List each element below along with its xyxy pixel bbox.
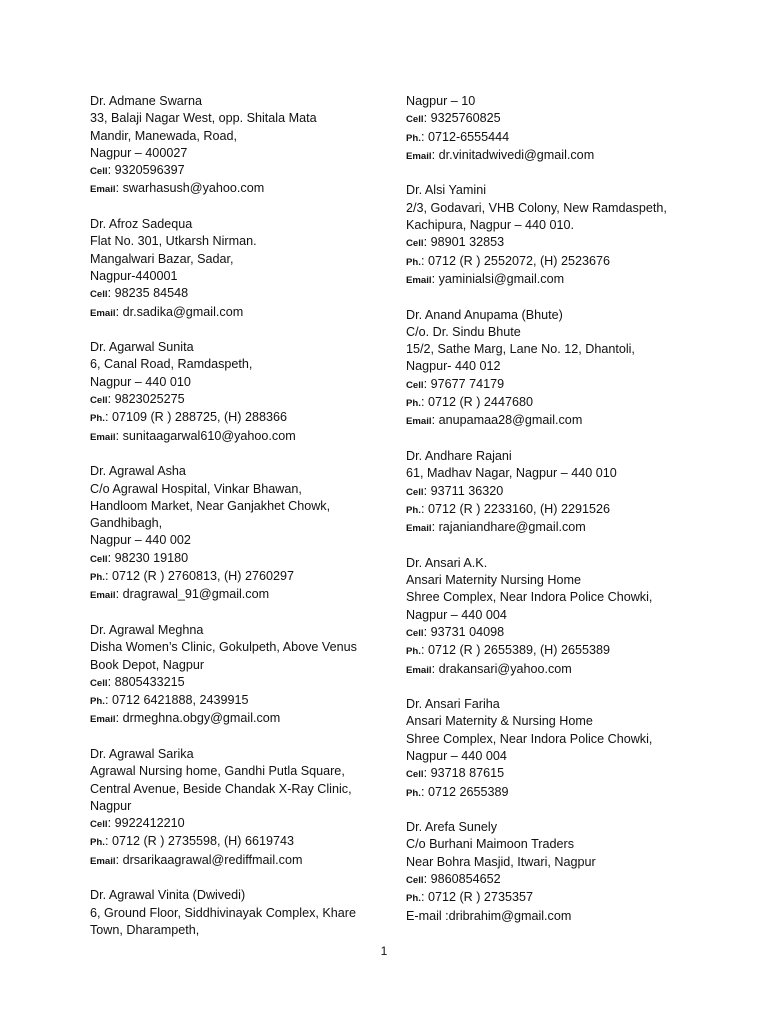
field-separator: : <box>423 624 431 639</box>
field-label: Cell <box>90 289 108 301</box>
field-label: Cell <box>90 553 108 565</box>
field-value: 97677 74179 <box>430 376 505 391</box>
field-separator: : <box>115 587 123 602</box>
address-line: Nagpur – 440 004 <box>406 748 507 763</box>
field-value: 0712-6555444 <box>427 129 510 144</box>
address-line: Ansari Maternity & Nursing Home <box>406 714 593 729</box>
field-separator: : <box>423 483 431 498</box>
field-label: Cell <box>90 395 108 407</box>
field-label: Cell <box>90 166 108 178</box>
field-label: Cell <box>406 769 424 781</box>
field-value: 9325760825 <box>430 111 501 126</box>
entry-line-first: Dr. Agrawal Vinita (Dwivedi) <box>90 888 246 903</box>
contact-line <box>406 624 746 642</box>
field-value: 9860854652 <box>430 872 501 887</box>
field-value: 9823025275 <box>114 392 185 407</box>
address-line: Nagpur – 440 004 <box>406 607 507 622</box>
field-value: swarhasush@yahoo.com <box>122 181 265 196</box>
field-value: 07109 (R ) 288725, (H) 288366 <box>111 410 287 425</box>
field-value: yaminialsi@gmail.com <box>438 271 565 286</box>
contact-line <box>406 129 746 147</box>
field-value: dragrawal_91@gmail.com <box>122 587 270 602</box>
entry-line-first: Dr. Anand Anupama (Bhute) <box>406 307 563 322</box>
field-separator: : <box>104 693 112 708</box>
field-value: 0712 (R ) 2760813, (H) 2760297 <box>111 569 294 584</box>
contact-line <box>406 765 746 783</box>
field-value: drmeghna.obgy@gmail.com <box>122 711 281 726</box>
contact-line <box>406 501 746 519</box>
directory-entry <box>406 307 746 431</box>
contact-line <box>406 147 746 165</box>
entry-line-first: Dr. Andhare Rajani <box>406 448 512 463</box>
entry-line-first: Dr. Agrawal Sarika <box>90 746 194 761</box>
field-label: Ph. <box>406 256 421 268</box>
address-line: Shree Complex, Near Indora Police Chowki, <box>406 731 653 746</box>
field-label: Ph. <box>406 504 421 516</box>
address-line: C/o Burhani Maimoon Traders <box>406 837 574 852</box>
contact-line <box>406 519 746 537</box>
field-value: 9320596397 <box>114 163 185 178</box>
field-label: Email <box>90 431 116 443</box>
field-label: Ph. <box>90 572 105 584</box>
field-separator: : <box>431 271 439 286</box>
field-separator: : <box>423 111 431 126</box>
contact-line <box>90 428 390 446</box>
field-label: Cell <box>406 486 424 498</box>
field-value: anupamaa28@gmail.com <box>438 413 583 428</box>
field-separator: : <box>104 410 112 425</box>
directory-entry <box>90 216 390 322</box>
field-label: Cell <box>406 627 424 639</box>
field-value: 9922412210 <box>114 816 185 831</box>
address-line: Nagpur – 440 010 <box>90 374 191 389</box>
field-label: Cell <box>406 875 424 887</box>
entry-line-first: Dr. Agrawal Asha <box>90 464 186 479</box>
address-line: Gandhibagh, <box>90 516 163 531</box>
field-value: 93718 87615 <box>430 766 505 781</box>
address-line: 33, Balaji Nagar West, opp. Shitala Mata <box>90 111 317 126</box>
contact-line <box>406 271 746 289</box>
directory-entry <box>406 448 746 537</box>
contact-line <box>406 483 746 501</box>
directory-column-right <box>406 93 746 942</box>
field-separator: : <box>420 501 428 516</box>
field-label: Email <box>406 274 432 286</box>
field-label: Email <box>90 184 116 196</box>
field-value: 8805433215 <box>114 674 185 689</box>
field-label: Email <box>90 307 116 319</box>
field-separator: : <box>420 129 428 144</box>
field-separator: : <box>431 413 439 428</box>
field-separator: : <box>423 872 431 887</box>
contact-line <box>90 852 390 870</box>
contact-line <box>90 674 390 692</box>
contact-line <box>90 815 390 833</box>
directory-entry <box>90 746 390 870</box>
field-value: 93711 36320 <box>430 483 504 498</box>
contact-line <box>90 568 390 586</box>
field-separator: : <box>107 286 115 301</box>
field-separator: : <box>104 569 112 584</box>
field-separator: : <box>107 674 115 689</box>
contact-line <box>406 376 746 394</box>
field-label: Cell <box>406 379 424 391</box>
field-separator: : <box>107 163 115 178</box>
field-separator: : <box>423 376 431 391</box>
address-line: E-mail :dribrahim@gmail.com <box>406 908 572 923</box>
field-separator: : <box>420 395 428 410</box>
address-line: Disha Women’s Clinic, Gokulpeth, Above Venus <box>90 640 357 655</box>
field-value: 98230 19180 <box>114 550 189 565</box>
contact-line <box>406 412 746 430</box>
field-label: Ph. <box>406 787 421 799</box>
contact-line <box>90 692 390 710</box>
contact-line <box>406 394 746 412</box>
contact-line <box>90 162 390 180</box>
field-label: Email <box>406 150 432 162</box>
contact-line <box>90 710 390 728</box>
field-separator: : <box>115 711 123 726</box>
field-label: Cell <box>90 677 108 689</box>
field-value: 98901 32853 <box>430 235 505 250</box>
field-label: Ph. <box>90 413 105 425</box>
address-line: Ansari Maternity Nursing Home <box>406 573 581 588</box>
contact-line <box>90 409 390 427</box>
field-separator: : <box>420 643 428 658</box>
directory-entry <box>406 182 746 289</box>
contact-line <box>406 253 746 271</box>
field-label: Email <box>90 590 116 602</box>
field-separator: : <box>107 392 115 407</box>
entry-line-first: Dr. Ansari A.K. <box>406 555 488 570</box>
address-line: Agrawal Nursing home, Gandhi Putla Square, <box>90 764 345 779</box>
field-value: 0712 6421888, 2439915 <box>111 693 249 708</box>
address-line: Nagpur-440001 <box>90 268 178 283</box>
entry-line-first: Nagpur – 10 <box>406 94 476 108</box>
field-separator: : <box>431 147 439 162</box>
field-value: dr.vinitadwivedi@gmail.com <box>438 147 595 162</box>
field-label: Email <box>90 714 116 726</box>
address-line: C/o Agrawal Hospital, Vinkar Bhawan, <box>90 481 302 496</box>
address-line: Nagpur – 400027 <box>90 145 188 160</box>
contact-line <box>406 889 746 907</box>
field-label: Email <box>406 523 432 535</box>
contact-line <box>90 586 390 604</box>
contact-line <box>90 833 390 851</box>
field-label: Ph. <box>406 398 421 410</box>
field-value: 98235 84548 <box>114 286 189 301</box>
contact-line <box>406 661 746 679</box>
field-separator: : <box>115 428 123 443</box>
directory-entry <box>90 463 390 604</box>
address-line: 6, Canal Road, Ramdaspeth, <box>90 357 253 372</box>
address-line: Central Avenue, Beside Chandak X-Ray Clinic, <box>90 781 352 796</box>
entry-line-first: Dr. Arefa Sunely <box>406 820 498 835</box>
contact-line <box>90 550 390 568</box>
directory-entry <box>406 93 746 165</box>
address-line: Mandir, Manewada, Road, <box>90 128 238 143</box>
contact-line <box>90 304 390 322</box>
field-label: Ph. <box>90 696 105 708</box>
address-line: Near Bohra Masjid, Itwari, Nagpur <box>406 854 596 869</box>
address-line: Flat No. 301, Utkarsh Nirman. <box>90 234 257 249</box>
field-value: dr.sadika@gmail.com <box>122 304 244 319</box>
contact-line <box>406 642 746 660</box>
entry-line-first: Dr. Agarwal Sunita <box>90 340 194 355</box>
entry-line-first: Dr. Agrawal Meghna <box>90 622 204 637</box>
address-line: 61, Madhav Nagar, Nagpur – 440 010 <box>406 466 617 481</box>
field-separator: : <box>423 766 431 781</box>
field-label: Cell <box>90 819 108 831</box>
contact-line <box>90 285 390 303</box>
address-line: Nagpur <box>90 798 132 813</box>
field-value: 93731 04098 <box>430 624 505 639</box>
field-value: 0712 (R ) 2735598, (H) 6619743 <box>111 834 294 849</box>
field-label: Cell <box>406 114 424 126</box>
directory-entry <box>406 696 746 802</box>
field-separator: : <box>431 520 439 535</box>
contact-line <box>406 234 746 252</box>
address-line: Shree Complex, Near Indora Police Chowki, <box>406 590 653 605</box>
address-line: Book Depot, Nagpur <box>90 657 205 672</box>
field-value: 0712 (R ) 2735357 <box>427 890 533 905</box>
directory-entry <box>406 555 746 679</box>
directory-entry <box>90 887 390 939</box>
field-value: 0712 (R ) 2233160, (H) 2291526 <box>427 501 610 516</box>
contact-line <box>406 110 746 128</box>
directory-entry <box>90 622 390 729</box>
directory-entry <box>406 819 746 925</box>
field-separator: : <box>423 235 431 250</box>
address-line: 6, Ground Floor, Siddhivinayak Complex, Khare <box>90 905 357 920</box>
field-value: rajaniandhare@gmail.com <box>438 520 586 535</box>
field-label: Ph. <box>406 893 421 905</box>
address-line: Handloom Market, Near Ganjakhet Chowk, <box>90 498 331 513</box>
field-value: 0712 2655389 <box>427 784 509 799</box>
entry-line-first: Dr. Ansari Fariha <box>406 697 500 712</box>
directory-column-left <box>90 93 390 957</box>
entry-line-first: Dr. Admane Swarna <box>90 94 203 108</box>
page-number: 1 <box>380 944 388 958</box>
field-separator: : <box>104 834 112 849</box>
entry-line-first: Dr. Alsi Yamini <box>406 183 487 198</box>
field-value: drsarikaagrawal@rediffmail.com <box>122 852 303 867</box>
address-line: 15/2, Sathe Marg, Lane No. 12, Dhantoli, <box>406 342 635 357</box>
field-separator: : <box>420 890 428 905</box>
contact-line <box>90 180 390 198</box>
field-label: Ph. <box>406 646 421 658</box>
field-separator: : <box>420 784 428 799</box>
field-value: drakansari@yahoo.com <box>438 661 572 676</box>
field-label: Email <box>90 855 116 867</box>
address-line: Nagpur- 440 012 <box>406 359 501 374</box>
contact-line <box>406 784 746 802</box>
directory-entry <box>90 339 390 446</box>
field-separator: : <box>107 816 115 831</box>
field-separator: : <box>420 253 428 268</box>
entry-line-first: Dr. Afroz Sadequa <box>90 217 193 232</box>
field-separator: : <box>431 661 439 676</box>
field-separator: : <box>115 852 123 867</box>
field-label: Email <box>406 416 432 428</box>
address-line: 2/3, Godavari, VHB Colony, New Ramdaspeth, <box>406 200 667 215</box>
contact-line <box>406 871 746 889</box>
field-value: 0712 (R ) 2552072, (H) 2523676 <box>427 253 610 268</box>
field-label: Ph. <box>406 132 421 144</box>
address-line: Nagpur – 440 002 <box>90 533 191 548</box>
field-value: 0712 (R ) 2655389, (H) 2655389 <box>427 643 610 658</box>
field-separator: : <box>115 181 123 196</box>
field-label: Cell <box>406 238 424 250</box>
field-label: Email <box>406 664 432 676</box>
field-separator: : <box>115 304 123 319</box>
address-line: C/o. Dr. Sindu Bhute <box>406 324 521 339</box>
address-line: Mangalwari Bazar, Sadar, <box>90 251 234 266</box>
field-value: sunitaagarwal610@yahoo.com <box>122 428 296 443</box>
directory-entry <box>90 93 390 199</box>
contact-line <box>90 391 390 409</box>
address-line: Town, Dharampeth, <box>90 922 200 937</box>
field-value: 0712 (R ) 2447680 <box>427 395 533 410</box>
field-label: Ph. <box>90 837 105 849</box>
field-separator: : <box>107 550 115 565</box>
address-line: Kachipura, Nagpur – 440 010. <box>406 218 575 233</box>
